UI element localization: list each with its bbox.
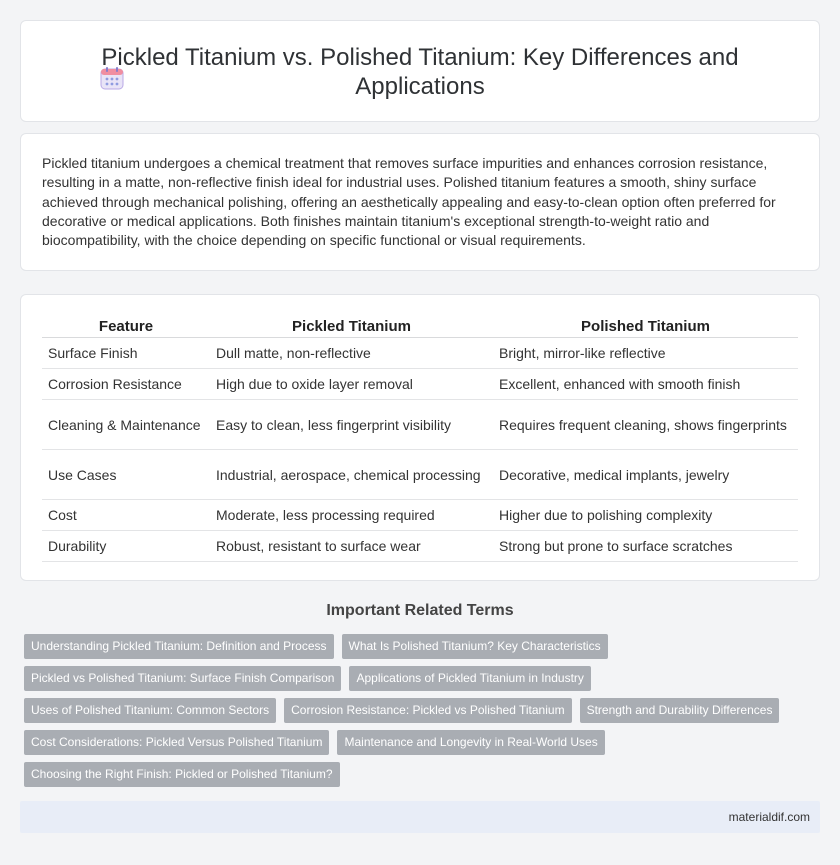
related-term-link[interactable]: Strength and Durability Differences (580, 698, 780, 723)
site-link[interactable]: materialdif.com (728, 810, 810, 824)
table-cell: Decorative, medical implants, jewelry (493, 450, 798, 500)
comparison-table (42, 315, 798, 562)
title-card (20, 20, 820, 122)
table-row (42, 400, 798, 450)
header-feature: Feature (42, 315, 210, 338)
table-row (42, 450, 798, 500)
table-cell: Easy to clean, less fingerprint visibility (210, 400, 493, 450)
table-cell: High due to oxide layer removal (210, 369, 493, 400)
intro-card (20, 133, 820, 271)
table-row (42, 369, 798, 400)
intro-paragraph: Pickled titanium undergoes a chemical treatment that removes surface impurities and enhances corrosion resistance, resulting in a matte, non-reflective finish ideal for industrial uses. Polished titanium features a smooth, shiny surface achieved through mechanical polishing, offering an aesthetically appealing and easy-to-clean option often preferred for decorative or medical applications. Both finishes maintain titanium's exceptional strength-to-weight ratio and biocompatibility, with the choice depending on specific functional or visual requirements. (42, 155, 776, 249)
table-row (42, 338, 798, 369)
footer (20, 801, 820, 833)
related-term-link[interactable]: Uses of Polished Titanium: Common Sectors (24, 698, 276, 723)
related-terms-list (24, 634, 804, 794)
related-term-link[interactable]: Cost Considerations: Pickled Versus Polished Titanium (24, 730, 329, 755)
table-cell: Cleaning & Maintenance (42, 400, 210, 450)
table-header-row (42, 315, 798, 338)
table-cell: Industrial, aerospace, chemical processing (210, 450, 493, 500)
related-term-link[interactable]: Understanding Pickled Titanium: Definition and Process (24, 634, 334, 659)
table-cell: Robust, resistant to surface wear (210, 531, 493, 562)
table-cell: Cost (42, 500, 210, 531)
related-term-link[interactable]: What Is Polished Titanium? Key Characteristics (342, 634, 608, 659)
table-row (42, 500, 798, 531)
table-cell: Use Cases (42, 450, 210, 500)
related-term-link[interactable]: Applications of Pickled Titanium in Industry (349, 666, 590, 691)
related-term-link[interactable]: Corrosion Resistance: Pickled vs Polished Titanium (284, 698, 571, 723)
table-cell: Bright, mirror-like reflective (493, 338, 798, 369)
related-term-link[interactable]: Choosing the Right Finish: Pickled or Polished Titanium? (24, 762, 340, 787)
table-cell: Requires frequent cleaning, shows fingerprints (493, 400, 798, 450)
page-title: Pickled Titanium vs. Polished Titanium: Key Differences and Applications (101, 44, 739, 100)
related-terms-heading: Important Related Terms (326, 602, 514, 619)
table-cell: Excellent, enhanced with smooth finish (493, 369, 798, 400)
table-cell: Surface Finish (42, 338, 210, 369)
related-term-link[interactable]: Pickled vs Polished Titanium: Surface Finish Comparison (24, 666, 341, 691)
table-cell: Dull matte, non-reflective (210, 338, 493, 369)
table-cell: Moderate, less processing required (210, 500, 493, 531)
related-term-link[interactable]: Maintenance and Longevity in Real-World Uses (337, 730, 604, 755)
comparison-card (20, 294, 820, 581)
table-cell: Corrosion Resistance (42, 369, 210, 400)
table-cell: Durability (42, 531, 210, 562)
table-row (42, 531, 798, 562)
table-cell: Strong but prone to surface scratches (493, 531, 798, 562)
header-pickled: Pickled Titanium (210, 315, 493, 338)
table-cell: Higher due to polishing complexity (493, 500, 798, 531)
header-polished: Polished Titanium (493, 315, 798, 338)
